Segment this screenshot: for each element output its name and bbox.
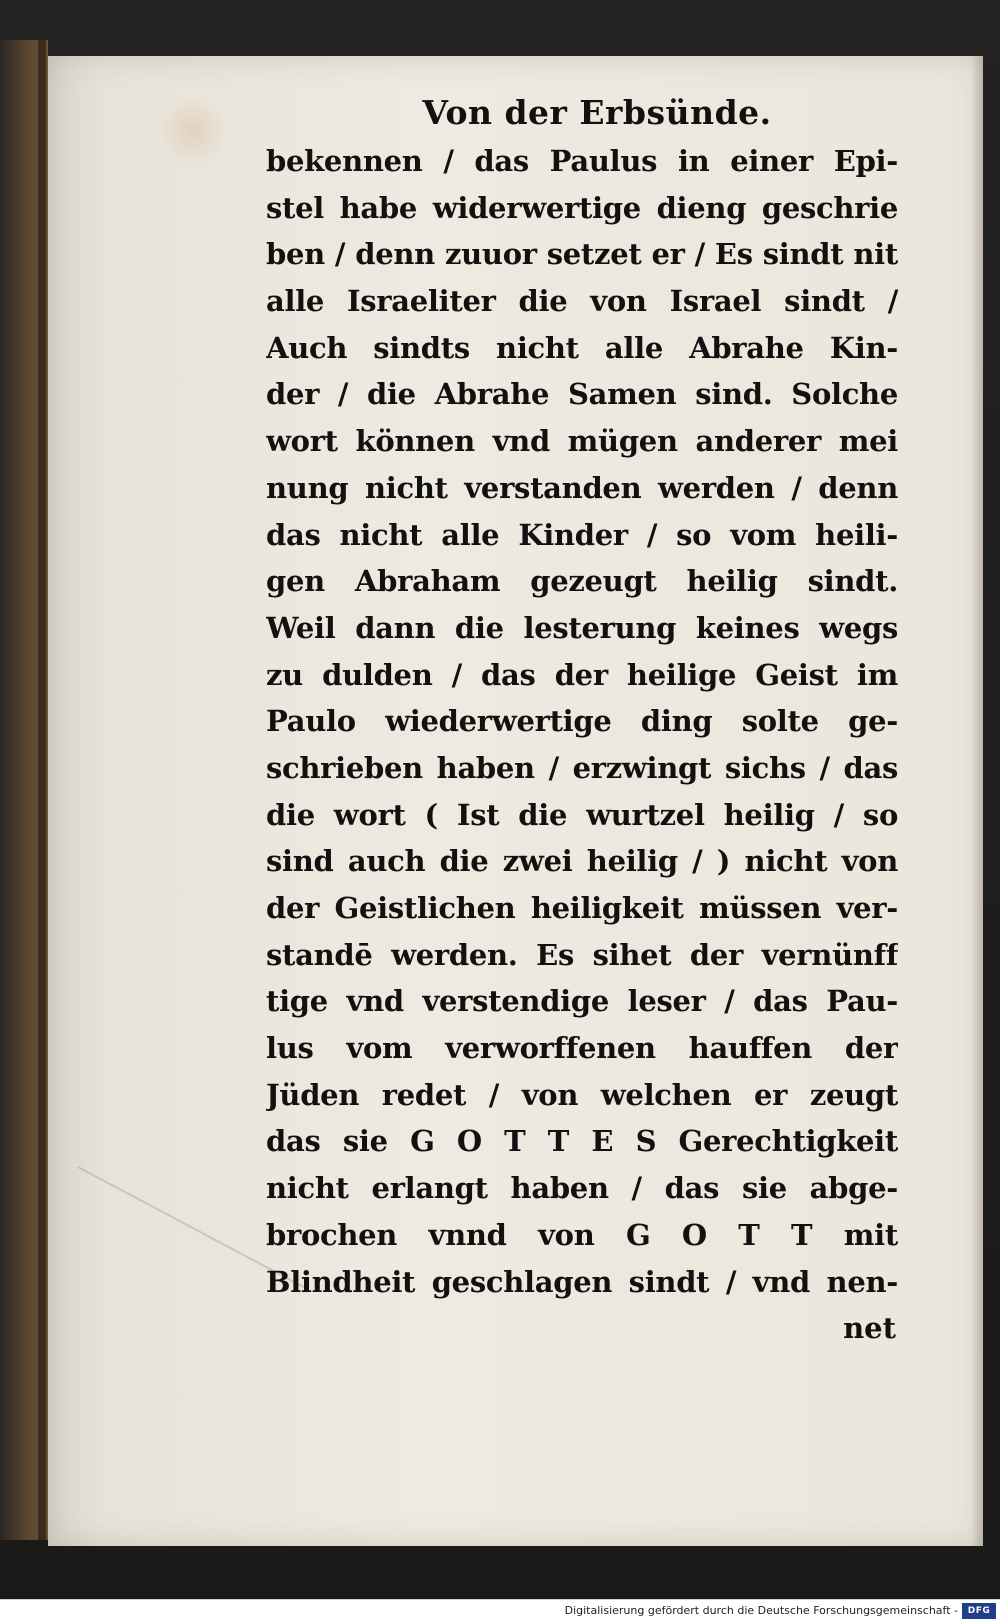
text-line: tige vnd verstendige leser / das Pau- (266, 984, 898, 1019)
text-line: Auch sindts nicht alle Abrahe Kin- (266, 330, 898, 365)
text-line: ben / denn zuuor setzet er / Es sindt nit (266, 237, 898, 272)
text-line: die wort ( Ist die wurtzel heilig / so (266, 797, 898, 832)
funding-credit: Digitalisierung gefördert durch die Deutsche Forschungsgemeinschaft - (564, 1604, 958, 1617)
digitization-footer (0, 1599, 1000, 1622)
text-line: Weil dann die lesterung keines wegs (266, 610, 898, 645)
text-line: brochen vnnd von G O T T mit (266, 1217, 898, 1252)
text-line: der / die Abrahe Samen sind. Solche (266, 377, 898, 412)
text-line: der Geistlichen heiligkeit müssen ver- (266, 891, 898, 925)
text-line: Jüden redet / von welchen er zeugt (266, 1077, 898, 1112)
text-line: Paulo wiederwertige ding solte ge- (266, 704, 898, 739)
text-line: bekennen / das Paulus in einer Epi- (266, 144, 898, 178)
text-line: sind auch die zwei heilig / ) nicht von (266, 844, 898, 879)
binding-edge (38, 40, 46, 1540)
text-line: nicht erlangt haben / das sie abge- (266, 1171, 898, 1206)
text-line: Blindheit geschlagen sindt / vnd nen- (266, 1264, 898, 1299)
text-line: schrieben haben / erzwingt sichs / das (266, 750, 898, 785)
text-lines (266, 138, 898, 1305)
text-line: stel habe widerwertige dieng geschrie (266, 190, 898, 225)
text-line: alle Israeliter die von Israel sindt / (266, 284, 898, 319)
page-edge-shadow (971, 56, 983, 1546)
text-line: lus vom verworffenen hauffen der (266, 1031, 898, 1066)
dfg-logo-icon: DFG (962, 1603, 996, 1619)
running-head: Von der Erbsünde. (422, 93, 772, 132)
text-line: wort können vnd mügen anderer mei (266, 424, 898, 459)
text-line: das sie G O T T E S Gerechtigkeit (266, 1124, 898, 1159)
paper-stain (158, 96, 228, 166)
text-line: gen Abraham gezeugt heilig sindt. (266, 564, 898, 599)
text-line: nung nicht verstanden werden / denn (266, 470, 898, 505)
text-line: standē werden. Es sihet der vernünff (266, 937, 898, 972)
text-block (266, 88, 898, 1351)
text-line: zu dulden / das der heilige Geist im (266, 657, 898, 692)
text-line: das nicht alle Kinder / so vom heili- (266, 517, 898, 552)
catchword: net (843, 1311, 896, 1346)
